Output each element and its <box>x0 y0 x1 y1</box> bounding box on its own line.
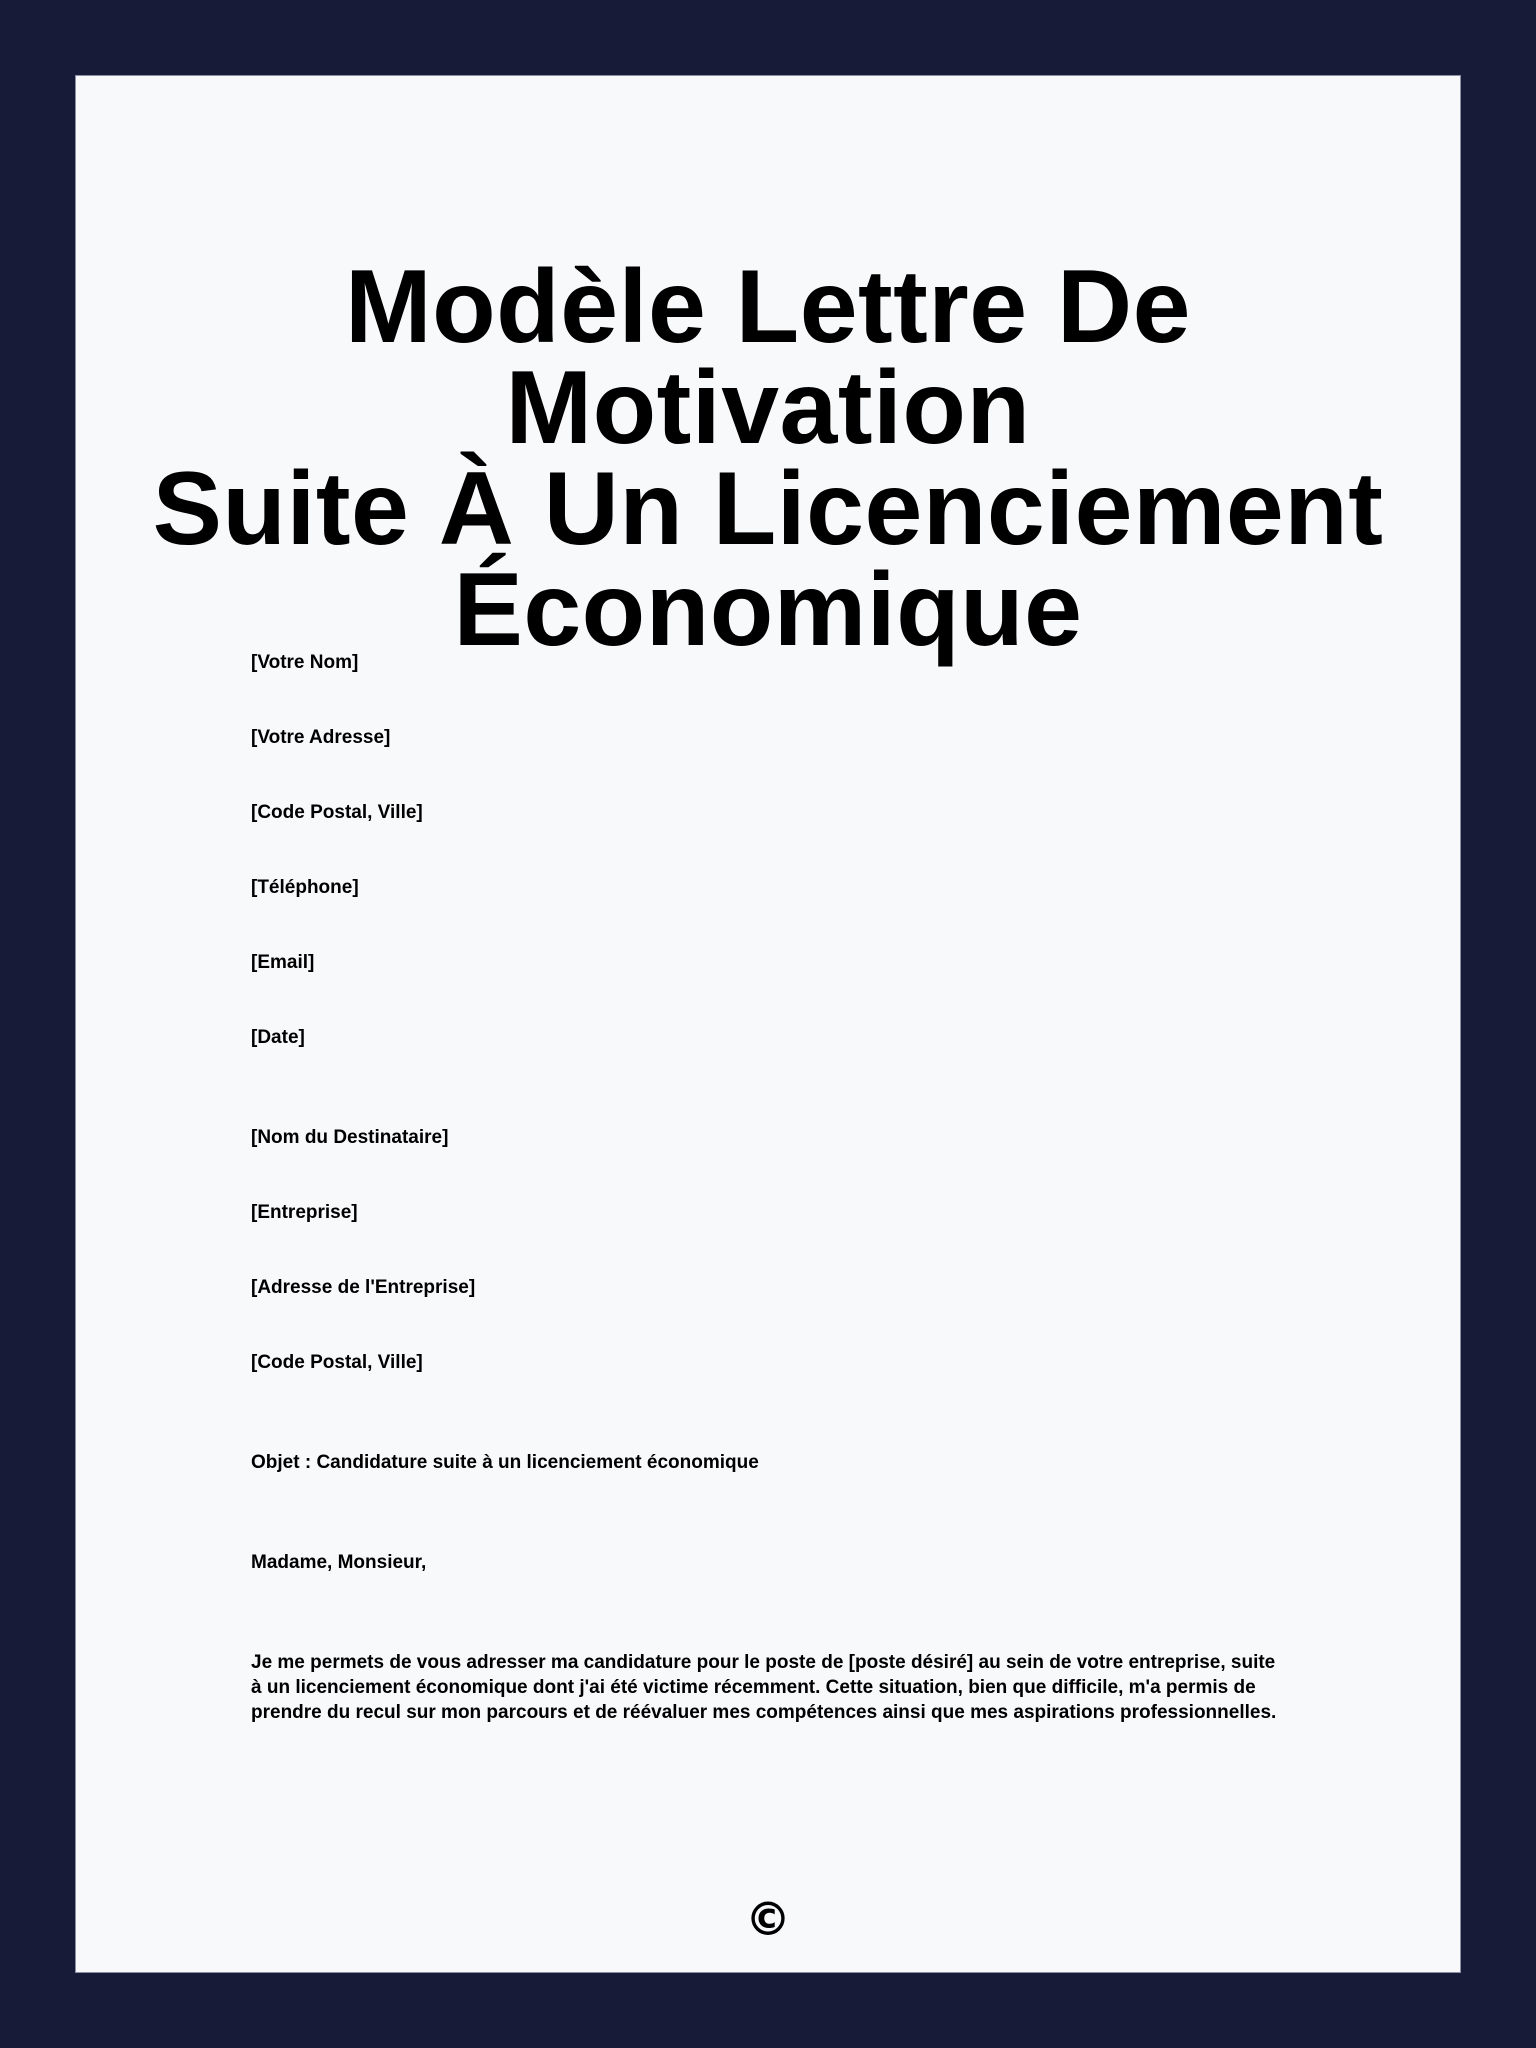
letter-subject: Objet : Candidature suite à un licenciement économique <box>251 1452 759 1473</box>
letter-salutation: Madame, Monsieur, <box>251 1552 427 1573</box>
body-paragraph: Je me permets de vous adresser ma candidature pour le poste de [poste désiré] au sein de votre entreprise, suite à un licenciement économique dont j'ai été victime récemment. Cette situation, bien que difficile, m'a permis de prendre du recul sur mon parcours et de réévaluer mes compétences ainsi que mes aspirations professionnelles. <box>251 1652 1277 1723</box>
letter-page <box>75 75 1461 1973</box>
sender-name: [Votre Nom] <box>251 652 359 673</box>
title-line-2: Suite À Un Licenciement <box>152 451 1384 567</box>
sender-email: [Email] <box>251 952 315 973</box>
recipient-postal-city: [Code Postal, Ville] <box>251 1352 423 1373</box>
recipient-name: [Nom du Destinataire] <box>251 1127 449 1148</box>
sender-phone: [Téléphone] <box>251 877 359 898</box>
letter-date: [Date] <box>251 1027 305 1048</box>
recipient-company: [Entreprise] <box>251 1202 358 1223</box>
recipient-address: [Adresse de l'Entreprise] <box>251 1277 476 1298</box>
sender-postal-city: [Code Postal, Ville] <box>251 802 423 823</box>
sender-address: [Votre Adresse] <box>251 727 391 748</box>
title-line-1: Modèle Lettre De Motivation <box>345 249 1191 466</box>
copyright-icon: © <box>745 1892 791 1946</box>
title-line-3: Économique <box>453 552 1083 668</box>
